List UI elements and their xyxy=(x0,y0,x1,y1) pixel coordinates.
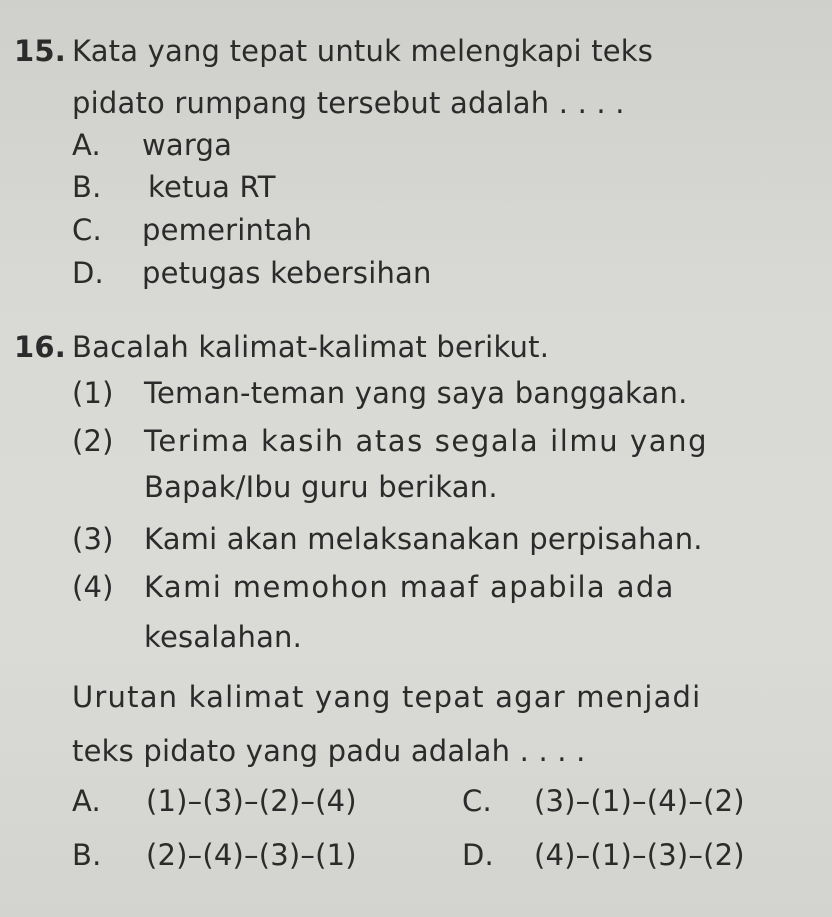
question-text-line: pidato rumpang tersebut adalah . . . . xyxy=(72,86,625,120)
question-intro: Bacalah kalimat-kalimat berikut. xyxy=(72,330,550,364)
sentence-text: kesalahan. xyxy=(144,620,303,654)
question-text-line xyxy=(72,34,754,68)
option-text: (2)–(4)–(3)–(1) xyxy=(146,838,357,872)
option-text: petugas kebersihan xyxy=(142,256,432,290)
sentence-text: Teman-teman yang saya banggakan. xyxy=(144,376,688,410)
option-letter: D. xyxy=(72,256,104,290)
option-letter: D. xyxy=(462,838,494,872)
option-letter: B. xyxy=(72,838,102,872)
option-text: (1)–(3)–(2)–(4) xyxy=(146,784,357,818)
option-text: warga xyxy=(142,128,233,162)
option-letter: C. xyxy=(462,784,492,818)
option-text: ketua RT xyxy=(148,170,276,204)
option-text: (4)–(1)–(3)–(2) xyxy=(534,838,745,872)
question-prompt: teks pidato yang padu adalah . . . . xyxy=(72,734,586,768)
question-text: Kata yang tepat untuk melengkapi teks xyxy=(72,34,654,68)
option-letter: C. xyxy=(72,213,102,247)
sentence-number: (1) xyxy=(72,376,114,410)
sentence-number: (2) xyxy=(72,424,114,458)
sentence-number: (4) xyxy=(72,570,114,604)
option-text: (3)–(1)–(4)–(2) xyxy=(534,784,745,818)
sentence-text: Kami akan melaksanakan perpisahan. xyxy=(144,522,703,556)
sentence-number: (3) xyxy=(72,522,114,556)
question-number: 16. xyxy=(14,330,66,364)
question-prompt: Urutan kalimat yang tepat agar menjadi xyxy=(72,680,702,714)
option-letter: B. xyxy=(72,170,102,204)
sentence-text: Bapak/Ibu guru berikan. xyxy=(144,470,498,504)
option-letter: A. xyxy=(72,784,101,818)
option-letter: A. xyxy=(72,128,101,162)
question-number: 15. xyxy=(14,34,66,68)
sentence-text: Kami memohon maaf apabila ada xyxy=(144,570,675,604)
sentence-text: Terima kasih atas segala ilmu yang xyxy=(144,424,709,458)
option-text: pemerintah xyxy=(142,213,313,247)
